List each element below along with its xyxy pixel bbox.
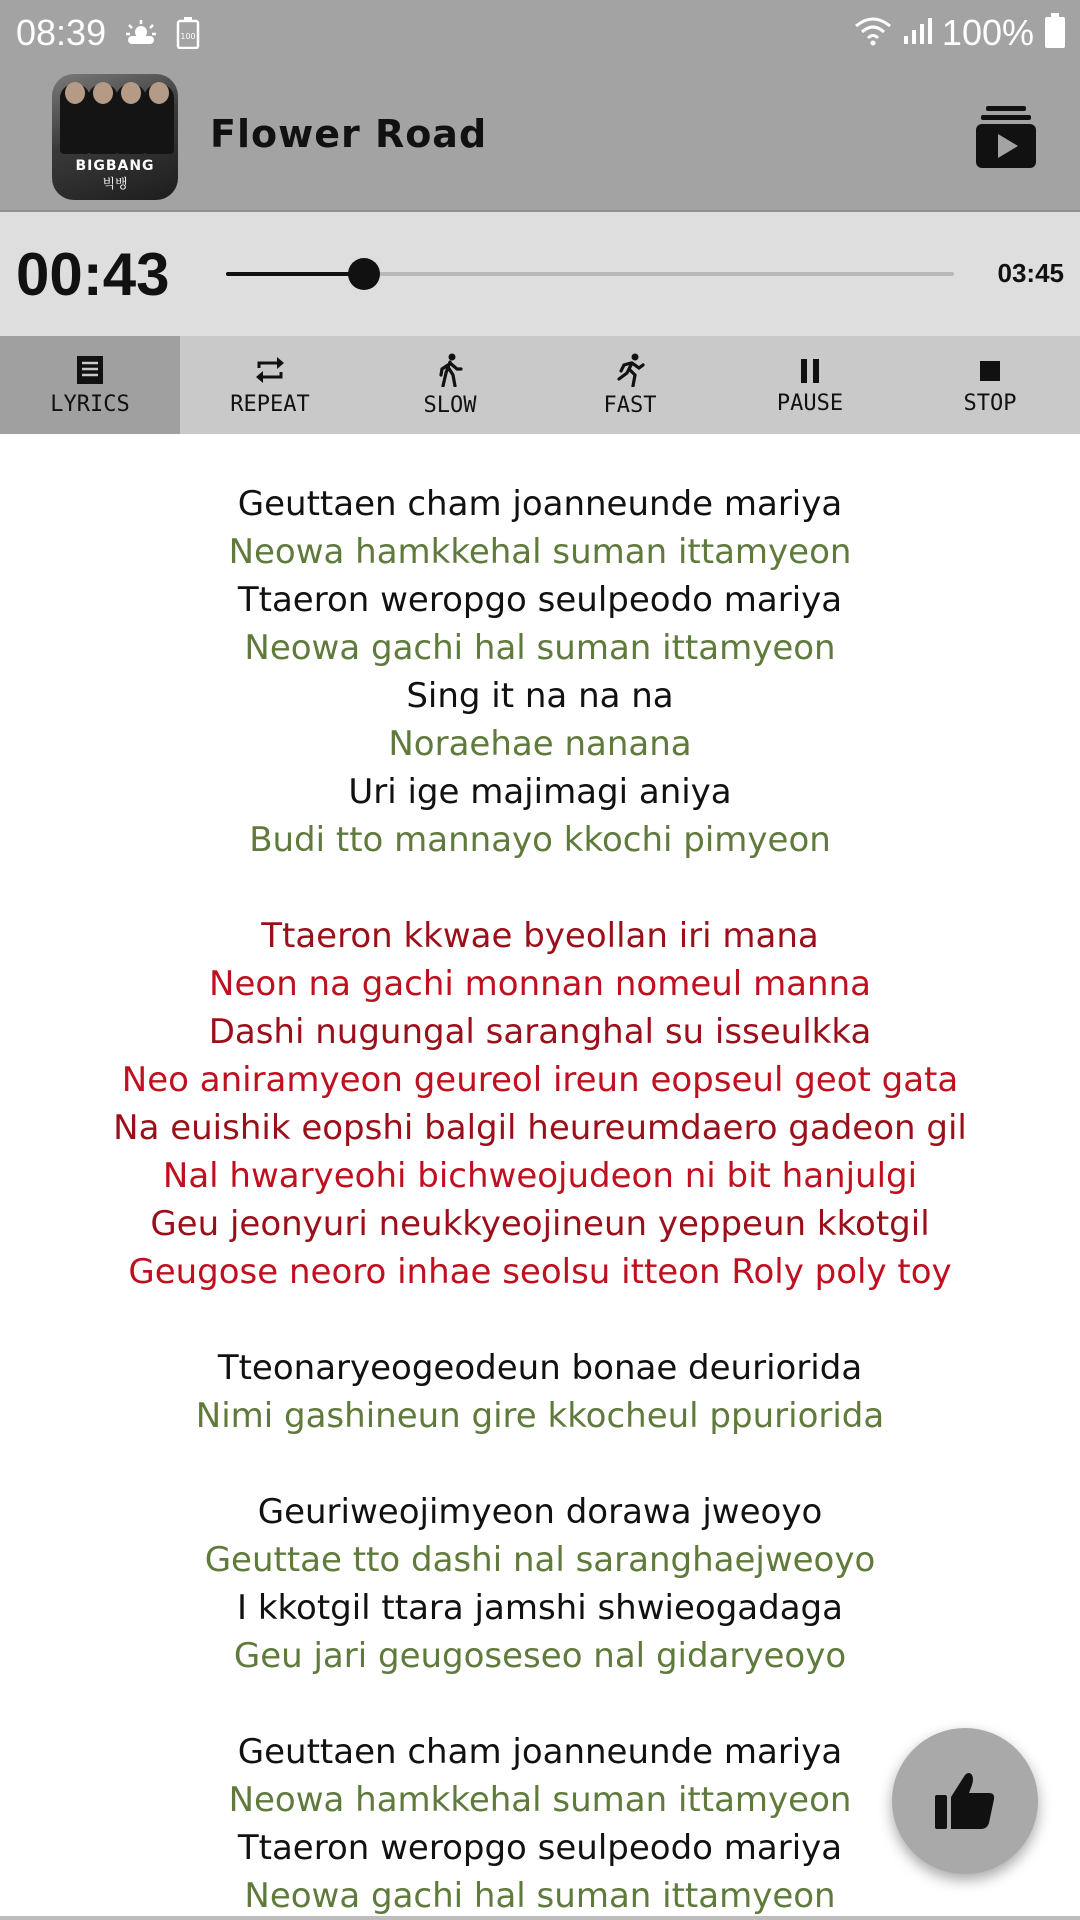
stop-icon — [976, 355, 1004, 385]
lyrics-icon — [74, 354, 106, 386]
battery-percent: 100% — [941, 12, 1034, 53]
lyric-line: Tteonaryeogeodeun bonae deuriorida — [217, 1348, 863, 1388]
lyric-line: I kkotgil ttara jamshi shwieogadaga — [237, 1588, 843, 1628]
stop-button[interactable] — [900, 336, 1080, 434]
like-button[interactable] — [892, 1728, 1038, 1874]
lyric-line: Geugose neoro inhae seolsu itteon Roly poly toy — [128, 1252, 952, 1292]
seek-bar-thumb[interactable] — [348, 258, 380, 290]
lyric-line: Neowa hamkkehal suman ittamyeon — [228, 1780, 852, 1820]
lyric-line: Ttaeron kkwae byeollan iri mana — [261, 916, 819, 956]
lyrics-gap — [0, 864, 1080, 912]
now-playing-header — [0, 66, 1080, 212]
lyric-line: Ttaeron weropgo seulpeodo mariya — [237, 1828, 843, 1868]
repeat-button[interactable] — [180, 336, 360, 434]
lyrics-button[interactable] — [0, 336, 180, 434]
lyric-line: Geu jeonyuri neukkyeojineun yeppeun kkotgil — [150, 1204, 930, 1244]
pause-label: PAUSE — [776, 390, 844, 416]
lyrics-gap — [0, 1296, 1080, 1344]
slow-button[interactable] — [360, 336, 540, 434]
lyrics-panel[interactable] — [0, 480, 1080, 1920]
signal-icon — [902, 16, 932, 50]
battery-icon — [1044, 13, 1066, 53]
fast-button[interactable] — [540, 336, 720, 434]
album-band-name: BIGBANG — [75, 158, 155, 174]
slow-label: SLOW — [423, 392, 477, 418]
lyric-line: Noraehae nanana — [388, 724, 692, 764]
lyric-line: Sing it na na na — [406, 676, 674, 716]
lyric-line: Geuttaen cham joanneunde mariya — [237, 484, 843, 524]
repeat-label: REPEAT — [230, 391, 310, 417]
total-duration: 03:45 — [997, 258, 1064, 288]
lyrics-label: LYRICS — [50, 391, 130, 417]
seek-bar[interactable] — [226, 272, 954, 276]
lyric-line: Neowa hamkkehal suman ittamyeon — [228, 532, 852, 572]
lyric-line: Neowa gachi hal suman ittamyeon — [244, 628, 836, 668]
lyric-line: Budi tto mannayo kkochi pimyeon — [249, 820, 831, 860]
lyric-line: Dashi nugungal saranghal su isseulkka — [208, 1012, 872, 1052]
lyric-line: Neon na gachi monnan nomeul manna — [209, 964, 871, 1004]
weather-icon — [124, 20, 158, 46]
pause-button[interactable] — [720, 336, 900, 434]
lyric-line: Na euishik eopshi balgil heureumdaero gadeon gil — [113, 1108, 967, 1148]
walk-icon — [435, 353, 465, 387]
status-bar — [0, 0, 1080, 66]
lyric-line: Neo aniramyeon geureol ireun eopseul geot gata — [121, 1060, 959, 1100]
svg-text:100: 100 — [180, 32, 196, 41]
pause-icon — [796, 355, 824, 385]
lyric-line: Geu jari geugoseseo nal gidaryeoyo — [233, 1636, 847, 1676]
lyric-line: Geuttaen cham joanneunde mariya — [237, 1732, 843, 1772]
run-icon — [615, 353, 645, 387]
lyric-line: Nimi gashineun gire kkocheul ppuriorida — [195, 1396, 885, 1436]
lyrics-gap — [0, 1680, 1080, 1728]
song-title: Flower Road — [210, 112, 488, 156]
seek-bar-progress — [226, 272, 364, 276]
lyric-line: Nal hwaryeohi bichweojudeon ni bit hanjulgi — [162, 1156, 918, 1196]
lyric-line: Uri ige majimagi aniya — [348, 772, 732, 812]
thumbs-up-icon — [933, 1771, 997, 1831]
album-art[interactable] — [52, 74, 178, 200]
battery-saver-icon — [176, 17, 200, 49]
playlist-play-icon — [976, 106, 1036, 168]
album-band-korean: 빅뱅 — [102, 177, 128, 192]
bottom-divider — [0, 1916, 1080, 1920]
lyric-line: Neowa gachi hal suman ittamyeon — [244, 1876, 836, 1916]
fast-label: FAST — [603, 392, 657, 418]
progress-area — [0, 212, 1080, 336]
playlist-button[interactable] — [976, 106, 1036, 168]
wifi-icon — [854, 16, 892, 50]
lyrics-gap — [0, 1440, 1080, 1488]
repeat-icon — [253, 354, 287, 386]
elapsed-time: 00:43 — [16, 241, 170, 308]
lyric-line: Ttaeron weropgo seulpeodo mariya — [237, 580, 843, 620]
lyric-line: Geuriweojimyeon dorawa jweoyo — [257, 1492, 823, 1532]
stop-label: STOP — [963, 390, 1017, 416]
status-time: 08:39 — [16, 12, 107, 53]
lyric-line: Geuttae tto dashi nal saranghaejweoyo — [204, 1540, 876, 1580]
playback-controls — [0, 336, 1080, 434]
